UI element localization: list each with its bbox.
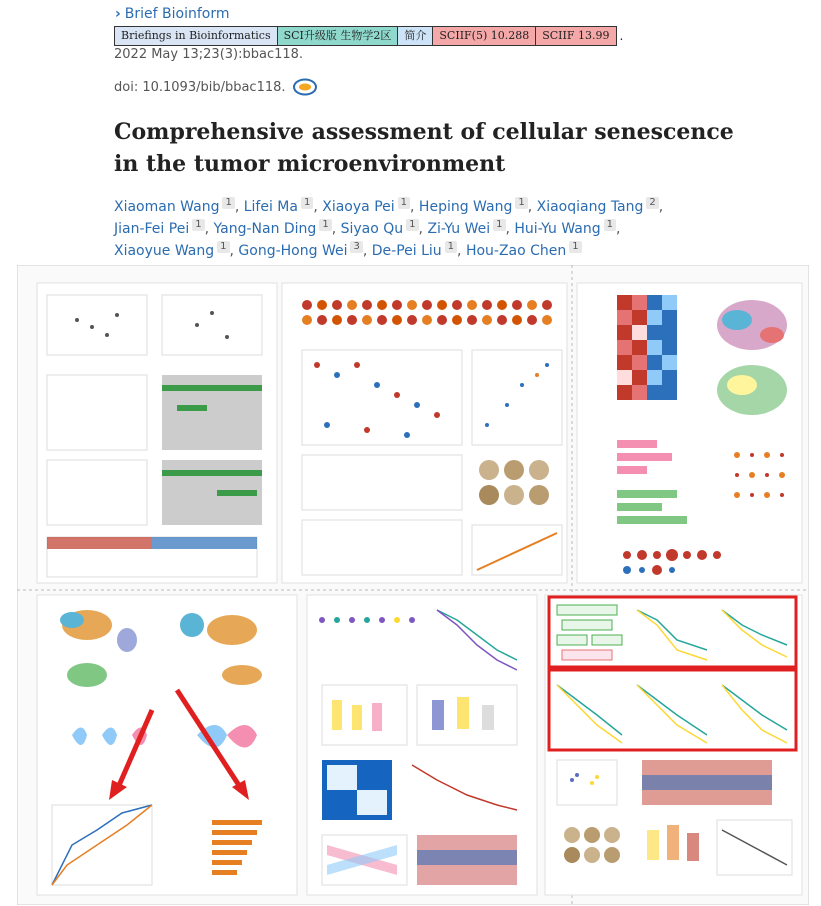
author-name: Xiaoman Wang (114, 199, 220, 215)
author-link[interactable] (214, 221, 332, 237)
badge-impact-factor[interactable]: SCIIF 13.99 (536, 26, 616, 46)
affiliation-badge[interactable]: 1 (604, 219, 616, 231)
author-separator: , (658, 199, 664, 215)
author-separator: , (410, 199, 419, 215)
figure-block-top-right (577, 283, 802, 583)
author-link[interactable] (114, 199, 235, 215)
author-separator: , (505, 221, 515, 237)
figure-block-bottom-left (37, 595, 297, 895)
author-list (114, 196, 734, 262)
figure-block-top-middle (282, 283, 567, 583)
affiliation-badge[interactable]: 1 (445, 241, 457, 253)
publication-date: 2022 May 13;23(3):bbac118. (114, 47, 304, 62)
figure-block-bottom-right (545, 595, 802, 895)
affiliation-badge[interactable]: 1 (569, 241, 581, 253)
affiliation-badge[interactable]: 1 (406, 219, 418, 231)
article-title: Comprehensive assessment of cellular senescence in the tumor microenvironment (114, 119, 734, 177)
doi-line (114, 78, 318, 96)
author-name: Yang-Nan Ding (213, 221, 317, 237)
affiliation-badge[interactable]: 1 (319, 219, 331, 231)
author-name: Xiaoyue Wang (114, 243, 215, 259)
journal-badges (114, 26, 623, 46)
badge-sci-rank[interactable]: SCI升级版 生物学2区 (278, 26, 399, 46)
affiliation-badge[interactable]: 3 (350, 241, 362, 253)
author-separator: , (362, 243, 372, 259)
author-separator: , (527, 199, 537, 215)
author-separator: , (234, 199, 244, 215)
chevron-right-icon: › (115, 6, 121, 22)
affiliation-badge[interactable]: 1 (398, 197, 410, 209)
author-name: Heping Wang (418, 199, 513, 215)
author-name: De-Pei Liu (371, 243, 442, 259)
author-name: Jian-Fei Pei (114, 221, 190, 237)
breadcrumb-journal-link[interactable] (115, 6, 230, 22)
author-separator: , (457, 243, 466, 259)
author-link[interactable] (114, 221, 205, 237)
author-name: Xiaoya Pei (322, 199, 395, 215)
author-separator: , (616, 221, 621, 237)
author-link[interactable] (244, 199, 314, 215)
doi-text[interactable]: doi: 10.1093/bib/bbac118. (114, 79, 286, 95)
affiliation-badge[interactable]: 1 (217, 241, 229, 253)
author-link[interactable] (238, 243, 362, 259)
breadcrumb-label: Brief Bioinform (124, 6, 230, 22)
badge-trailing-dot: . (619, 29, 624, 43)
author-separator: , (229, 243, 239, 259)
author-link[interactable] (514, 221, 616, 237)
figure-block-bottom-middle (307, 595, 537, 895)
author-name: Zi-Yu Wei (427, 221, 491, 237)
author-link[interactable] (114, 243, 230, 259)
author-separator: , (418, 221, 428, 237)
author-separator: , (331, 221, 341, 237)
author-link[interactable] (419, 199, 528, 215)
author-link[interactable] (466, 243, 582, 259)
author-name: Gong-Hong Wei (238, 243, 348, 259)
badge-journal[interactable]: Briefings in Bioinformatics (114, 26, 278, 46)
author-link[interactable] (322, 199, 410, 215)
affiliation-badge[interactable]: 1 (301, 197, 313, 209)
free-pmc-article-icon[interactable] (292, 78, 318, 96)
author-separator: , (204, 221, 214, 237)
author-link[interactable] (341, 221, 419, 237)
affiliation-badge[interactable]: 1 (493, 219, 505, 231)
author-name: Hou-Zao Chen (465, 243, 567, 259)
author-name: Lifei Ma (243, 199, 298, 215)
affiliation-badge[interactable]: 1 (515, 197, 527, 209)
author-link[interactable] (372, 243, 457, 259)
author-name: Siyao Qu (340, 221, 404, 237)
affiliation-badge[interactable]: 1 (222, 197, 234, 209)
badge-impact-factor-5y[interactable]: SCIIF(5) 10.288 (433, 26, 536, 46)
author-name: Xiaoqiang Tang (536, 199, 644, 215)
author-link[interactable] (537, 199, 659, 215)
affiliation-badge[interactable]: 2 (646, 197, 658, 209)
figure-block-top-left (37, 283, 277, 583)
author-separator: , (313, 199, 323, 215)
author-link[interactable] (427, 221, 505, 237)
graphical-abstract-figure (17, 265, 809, 905)
author-name: Hui-Yu Wang (514, 221, 601, 237)
badge-intro[interactable]: 简介 (398, 26, 433, 46)
affiliation-badge[interactable]: 1 (192, 219, 204, 231)
